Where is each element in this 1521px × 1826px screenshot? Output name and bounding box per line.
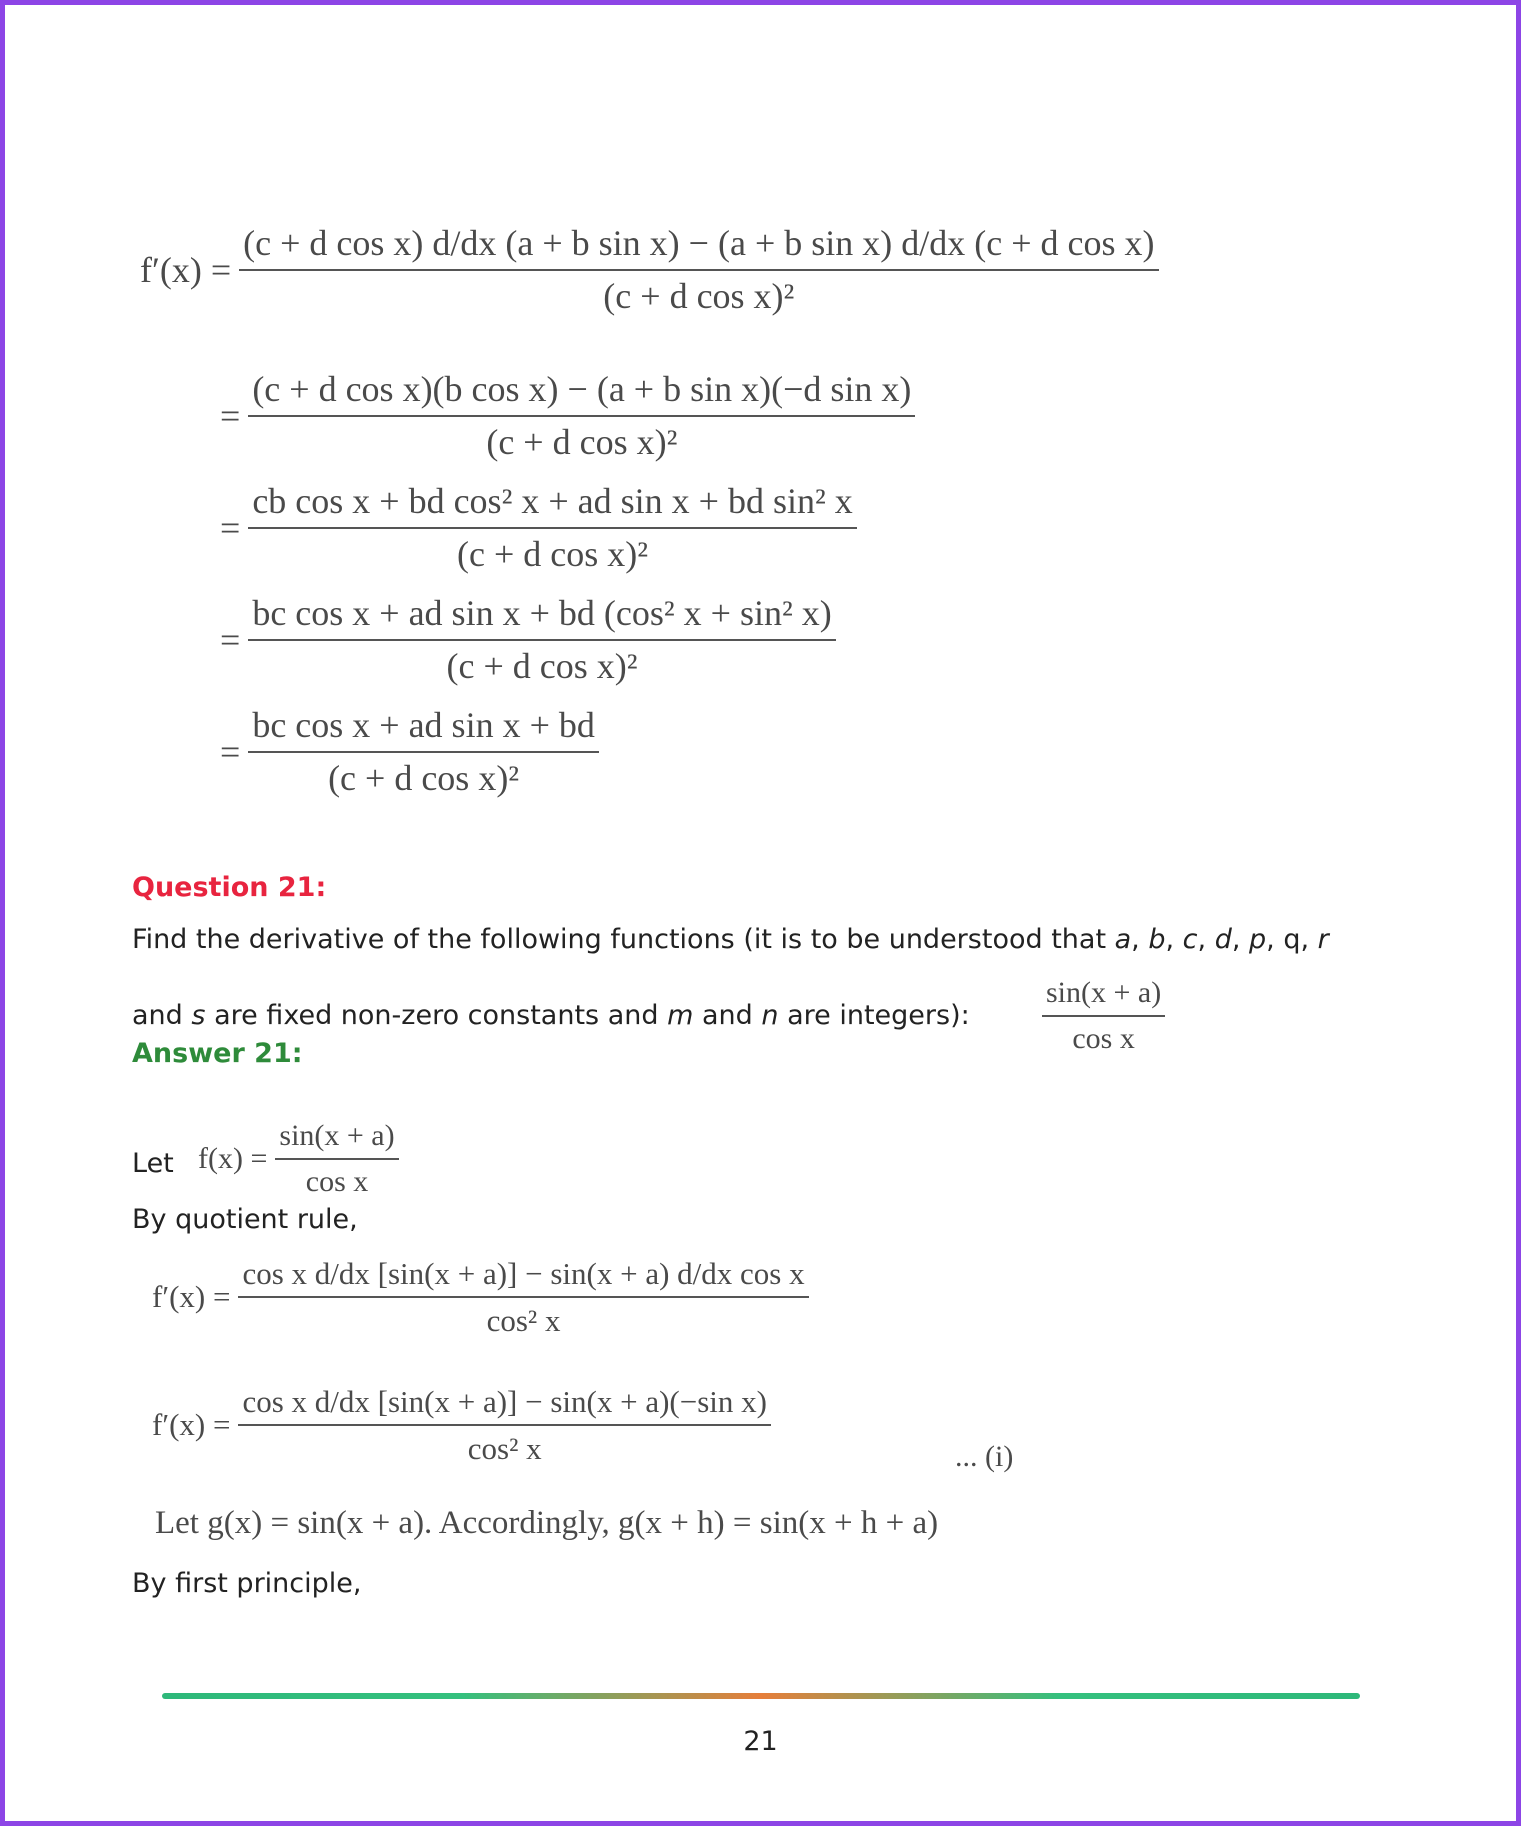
equals-sign: =: [220, 620, 241, 661]
fraction: [275, 1118, 398, 1200]
fraction: [238, 1255, 808, 1339]
question-mid: are fixed non-zero constants and: [214, 1000, 659, 1031]
and-word: and: [132, 1000, 183, 1031]
numerator: cos x d/dx [sin(x + a)] − sin(x + a)(−sin x): [242, 1384, 767, 1419]
let-label: Let: [132, 1148, 174, 1179]
derivation-lhs: f′(x) =: [140, 250, 232, 291]
fraction: [238, 1383, 771, 1467]
var-c: c: [1182, 924, 1198, 955]
derivation-line-4: [220, 592, 836, 688]
denominator: cos x: [1042, 1015, 1165, 1057]
first-principle-text: By first principle,: [132, 1568, 362, 1599]
equals-sign: =: [220, 396, 241, 437]
numerator: sin(x + a): [279, 1119, 395, 1152]
equation-tag: ... (i): [955, 1440, 1014, 1473]
derivative-lhs: f′(x) =: [152, 1407, 231, 1443]
var-s: s: [191, 1000, 206, 1031]
var-r: r: [1317, 924, 1329, 955]
question-function: [1042, 975, 1165, 1057]
denominator: cos x: [275, 1158, 398, 1200]
denominator: (c + d cos x)²: [248, 751, 599, 800]
question-text-line-2: [132, 1000, 970, 1031]
var-n: n: [761, 1000, 779, 1031]
numerator: (c + d cos x) d/dx (a + b sin x) − (a + b sin x) d/dx (c + d cos x): [243, 223, 1155, 263]
page-number: 21: [743, 1726, 778, 1757]
derivation-line-2: [220, 368, 915, 464]
fraction: [248, 480, 856, 576]
question-tail: are integers):: [787, 1000, 970, 1031]
denominator: (c + d cos x)²: [239, 269, 1158, 318]
var-p: p: [1249, 924, 1267, 955]
quotient-rule-text: By quotient rule,: [132, 1204, 358, 1235]
question-heading: Question 21:: [132, 872, 327, 903]
derivative-lhs: f′(x) =: [152, 1279, 231, 1315]
denominator: (c + d cos x)²: [248, 415, 915, 464]
var-q: q: [1283, 924, 1301, 955]
var-d: d: [1214, 924, 1232, 955]
var-m: m: [667, 1000, 694, 1031]
fraction: [1042, 975, 1165, 1057]
fraction: [248, 704, 599, 800]
let-lhs: f(x) =: [198, 1142, 268, 1175]
var-b: b: [1148, 924, 1166, 955]
denominator: (c + d cos x)²: [248, 639, 835, 688]
equals-sign: =: [220, 508, 241, 549]
denominator: cos² x: [238, 1424, 771, 1467]
question-text-line-1: Find the derivative of the following functions (it is to be understood that a, b, c, d, p, q, r: [132, 924, 1329, 955]
answer-heading: Answer 21:: [132, 1038, 303, 1069]
denominator: cos² x: [238, 1296, 808, 1339]
quotient-line-2: [152, 1383, 771, 1467]
let-function: [198, 1118, 399, 1200]
equals-sign: =: [220, 732, 241, 773]
question-prefix: Find the derivative of the following functions (it is to be understood that: [132, 924, 1107, 955]
numerator: (c + d cos x)(b cos x) − (a + b sin x)(−d sin x): [252, 369, 912, 409]
fraction: [239, 222, 1158, 318]
numerator: bc cos x + ad sin x + bd: [252, 705, 595, 745]
numerator: cb cos x + bd cos² x + ad sin x + bd sin² x: [252, 481, 853, 521]
var-a: a: [1114, 924, 1132, 955]
denominator: (c + d cos x)²: [248, 527, 856, 576]
and-word: and: [702, 1000, 753, 1031]
let-g-line: Let g(x) = sin(x + a). Accordingly, g(x + h) = sin(x + h + a): [155, 1505, 939, 1541]
numerator: cos x d/dx [sin(x + a)] − sin(x + a) d/dx cos x: [242, 1256, 805, 1291]
derivation-line-1: [140, 222, 1159, 318]
derivation-line-3: [220, 480, 857, 576]
fraction: [248, 368, 915, 464]
numerator: bc cos x + ad sin x + bd (cos² x + sin² x): [252, 593, 832, 633]
quotient-line-1: [152, 1255, 809, 1339]
numerator: sin(x + a): [1046, 976, 1162, 1009]
footer-divider: [162, 1693, 1360, 1699]
derivation-line-5: [220, 704, 599, 800]
fraction: [248, 592, 835, 688]
